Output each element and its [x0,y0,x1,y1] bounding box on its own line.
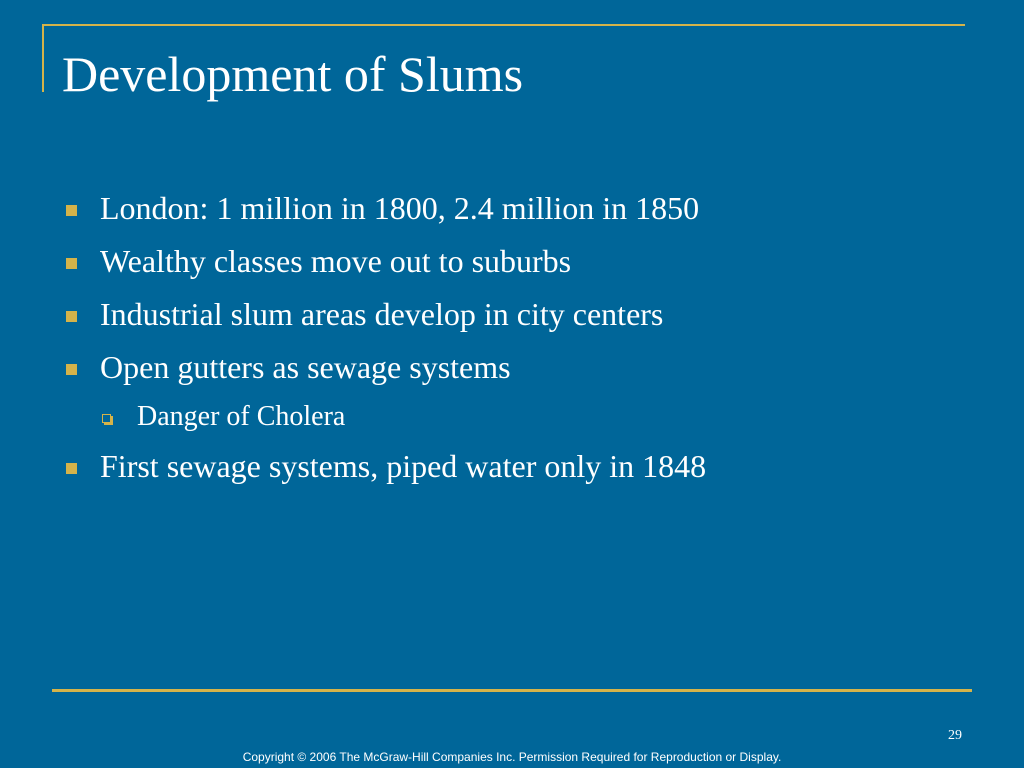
slide-title: Development of Slums [62,46,524,102]
bullet-item [62,345,962,398]
page-number: 29 [948,728,962,743]
square-bullet-icon [66,311,77,322]
sub-bullet-item [62,398,962,444]
bullet-text: Open gutters as sewage systems [100,349,511,385]
footer-divider [52,689,972,692]
square-bullet-icon [66,205,77,216]
sub-bullet-text: Danger of Cholera [137,401,346,432]
hollow-square-bullet-icon [102,414,111,423]
bullet-item [62,239,962,292]
bullet-text: Wealthy classes move out to suburbs [100,243,572,279]
square-bullet-icon [66,364,77,375]
bullet-text: First sewage systems, piped water only in 1848 [100,448,707,484]
title-frame-left-line [42,24,44,92]
bullet-item [62,444,962,497]
copyright-notice: Copyright © 2006 The McGraw-Hill Companies Inc. Permission Required for Reproduction or Display. [242,750,782,764]
bullet-item [62,186,962,239]
bullet-item [62,292,962,345]
title-frame-top-line [42,24,965,26]
bullet-list [62,186,962,497]
square-bullet-icon [66,463,77,474]
square-bullet-icon [66,258,77,269]
bullet-text: London: 1 million in 1800, 2.4 million in 1850 [100,190,700,226]
bullet-text: Industrial slum areas develop in city centers [100,296,664,332]
